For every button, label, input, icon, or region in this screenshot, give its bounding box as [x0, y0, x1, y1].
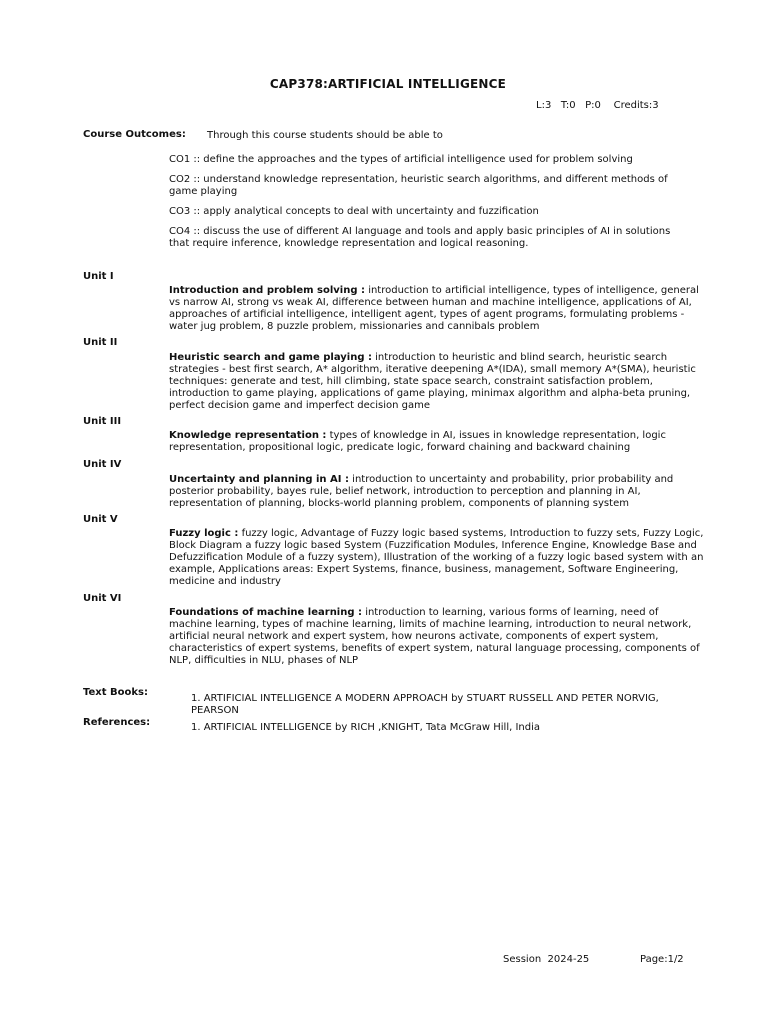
course-outcomes-label: Course Outcomes: [83, 129, 186, 140]
unit-label: Unit I [83, 271, 114, 282]
course-outcome-item: CO3 :: apply analytical concepts to deal with uncertainty and fuzzification [169, 206, 539, 217]
unit-label: Unit V [83, 514, 118, 525]
session-label: Session 2024-25 [503, 954, 590, 965]
page-number: Page:1/2 [640, 954, 684, 965]
unit-content [169, 430, 704, 454]
unit-heading: Uncertainty and planning in AI : [169, 474, 349, 485]
unit-content [169, 352, 704, 412]
unit-text: introduction to heuristic and blind search, heuristic search strategies - best first search, A* algorithm, iterative deepening A*(IDA), small memory A*(SMA), heuristic techniques: generate and test, hill climbing, state space search, constraint satisfaction problem, introduction to game playing, applications of game playing, minimax algorithm and alpha-beta pruning, perfect decision game and imperfect decision game [169, 352, 696, 411]
unit-label: Unit VI [83, 593, 122, 604]
unit-text: fuzzy logic, Advantage of Fuzzy logic based systems, Introduction to fuzzy sets, Fuzzy Logic, Block Diagram a fuzzy logic based System (Fuzzification Modules, Inference Engine, Knowledge Base and Defuzzification Module of a fuzzy system), Illustration of the working of a fuzzy logic based system with an example, Applications areas: Expert Systems, finance, business, management, Software Engineering, medicine and industry [169, 528, 704, 587]
unit-label: Unit II [83, 337, 118, 348]
unit-heading: Fuzzy logic : [169, 528, 239, 539]
course-outcome-item: CO4 :: discuss the use of different AI language and tools and apply basic principles of AI in solutions that require inference, knowledge representation and logical reasoning. [169, 226, 671, 249]
course-outcome-item: CO2 :: understand knowledge representation, heuristic search algorithms, and different methods of game playing [169, 174, 668, 197]
unit-text: introduction to artificial intelligence, types of intelligence, general vs narrow AI, strong vs weak AI, difference between human and machine intelligence, applications of AI, approaches of artificial intelligence, intelligent agent, types of agent programs, formulating problems - water jug problem, 8 puzzle problem, missionaries and cannibals problem [169, 285, 699, 332]
unit-heading: Heuristic search and game playing : [169, 352, 372, 363]
unit-label: Unit IV [83, 459, 122, 470]
text-books-label: Text Books: [83, 687, 148, 698]
course-outcome-item: CO1 :: define the approaches and the types of artificial intelligence used for problem solving [169, 154, 633, 165]
unit-heading: Introduction and problem solving : [169, 285, 365, 296]
course-outcomes-intro: Through this course students should be able to [207, 130, 443, 141]
unit-content [169, 285, 704, 333]
unit-content [169, 474, 704, 510]
unit-text: types of knowledge in AI, issues in knowledge representation, logic representation, propositional logic, predicate logic, forward chaining and backward chaining [169, 430, 666, 453]
unit-heading: Knowledge representation : [169, 430, 327, 441]
page-title: CAP378:ARTIFICIAL INTELLIGENCE [269, 77, 507, 91]
unit-label: Unit III [83, 416, 122, 427]
unit-content [169, 607, 704, 667]
unit-content [169, 528, 704, 588]
credits-line: L:3 T:0 P:0 Credits:3 [536, 100, 659, 111]
references-label: References: [83, 717, 151, 728]
reference-item: 1. ARTIFICIAL INTELLIGENCE by RICH ,KNIGHT, Tata McGraw Hill, India [191, 722, 540, 733]
unit-heading: Foundations of machine learning : [169, 607, 362, 618]
unit-text: introduction to uncertainty and probability, prior probability and posterior probability, bayes rule, belief network, introduction to perception and planning in AI, representation of planning, blocks-world planning problem, components of planning system [169, 474, 674, 509]
unit-text: introduction to learning, various forms of learning, need of machine learning, types of machine learning, limits of machine learning, introduction to neural network, artificial neural network and expert system, how neurons activate, components of expert system, characteristics of expert systems, benefits of expert system, natural language processing, components of NLP, difficulties in NLU, phases of NLP [169, 607, 700, 666]
text-book-item: 1. ARTIFICIAL INTELLIGENCE A MODERN APPROACH by STUART RUSSELL AND PETER NORVIG, PEARSON [191, 693, 659, 716]
